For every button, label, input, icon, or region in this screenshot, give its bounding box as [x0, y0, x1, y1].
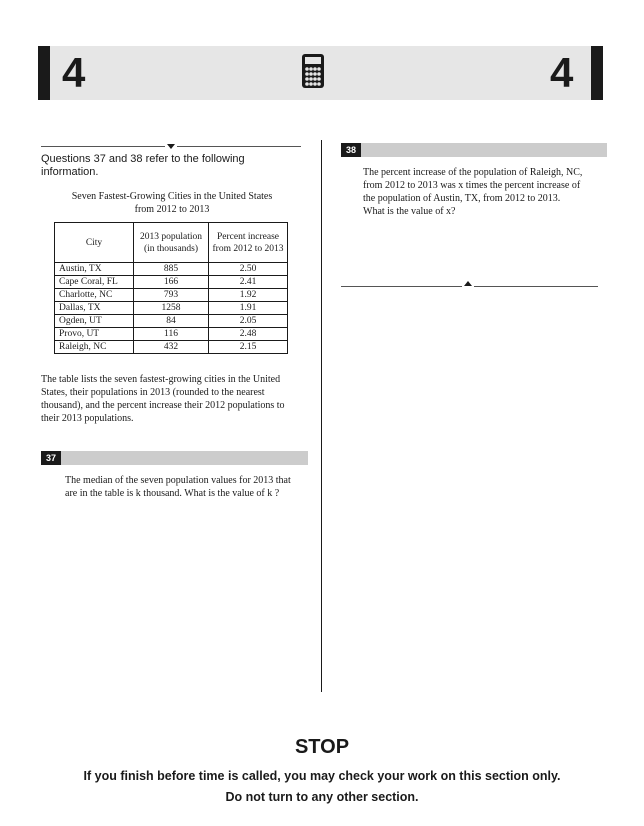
cell-percent: 2.15 — [209, 341, 288, 354]
header-right-bar — [591, 46, 603, 100]
question-38-header — [341, 143, 607, 157]
header-population: 2013 population (in thousands) — [134, 223, 209, 263]
question-37-header — [41, 451, 308, 465]
calculator-icon — [302, 54, 324, 88]
header-left-bar — [38, 46, 50, 100]
cell-percent: 2.41 — [209, 276, 288, 289]
cell-city: Austin, TX — [55, 263, 134, 276]
cell-city: Dallas, TX — [55, 302, 134, 315]
table-row — [55, 263, 288, 276]
end-separator-line-left — [341, 286, 462, 287]
cell-population: 116 — [134, 328, 209, 341]
cell-city: Ogden, UT — [55, 315, 134, 328]
cell-city: Cape Coral, FL — [55, 276, 134, 289]
table-description: The table lists the seven fastest-growing cities in the United States, their populations in 2013 (rounded to the nearest thousand), and the percent increase their 2012 populations to their 2013 populations. — [41, 374, 285, 424]
end-separator-line-right — [474, 286, 598, 287]
table-caption-line2: from 2012 to 2013 — [134, 204, 210, 215]
separator-arrow-down-icon — [167, 144, 175, 149]
cell-population: 793 — [134, 289, 209, 302]
population-table — [54, 222, 288, 354]
separator-line-left — [41, 146, 165, 147]
table-row — [55, 302, 288, 315]
table-row — [55, 328, 288, 341]
cell-population: 885 — [134, 263, 209, 276]
column-divider — [321, 140, 322, 692]
cell-population: 84 — [134, 315, 209, 328]
header-city: City — [55, 223, 134, 263]
cell-population: 432 — [134, 341, 209, 354]
question-number-badge: 38 — [341, 143, 361, 157]
cell-percent: 1.91 — [209, 302, 288, 315]
cell-city: Raleigh, NC — [55, 341, 134, 354]
cell-city: Charlotte, NC — [55, 289, 134, 302]
cell-percent: 1.92 — [209, 289, 288, 302]
separator-line-right — [177, 146, 301, 147]
table-header-row — [55, 223, 288, 263]
table-row — [55, 289, 288, 302]
footer-instruction-2: Do not turn to any other section. — [225, 790, 419, 804]
question-38-text: The percent increase of the population of Raleigh, NC, from 2012 to 2013 was x times the percent increase of the population of Austin, TX, from 2012 to 2013. What is the value of x? — [363, 167, 583, 217]
cell-population: 1258 — [134, 302, 209, 315]
section-number-right: 4 — [550, 49, 574, 96]
footer-instruction-1: If you finish before time is called, you may check your work on this section only. — [83, 769, 561, 783]
table-caption-line1: Seven Fastest-Growing Cities in the United States — [71, 191, 273, 202]
stop-heading: STOP — [294, 736, 350, 758]
cell-percent: 2.05 — [209, 315, 288, 328]
question-37-text: The median of the seven population values for 2013 that are in the table is k thousand. What is the value of k ? — [65, 475, 291, 499]
table-row — [55, 315, 288, 328]
table-row — [55, 276, 288, 289]
cell-percent: 2.50 — [209, 263, 288, 276]
table-caption — [50, 190, 294, 216]
question-number-badge: 37 — [41, 451, 61, 465]
cell-percent: 2.48 — [209, 328, 288, 341]
intro-text: Questions 37 and 38 refer to the following information. — [41, 153, 245, 178]
header-percent: Percent increase from 2012 to 2013 — [209, 223, 288, 263]
cell-population: 166 — [134, 276, 209, 289]
cell-city: Provo, UT — [55, 328, 134, 341]
section-number-left: 4 — [62, 49, 86, 96]
table-row — [55, 341, 288, 354]
separator-arrow-up-icon — [464, 281, 472, 286]
